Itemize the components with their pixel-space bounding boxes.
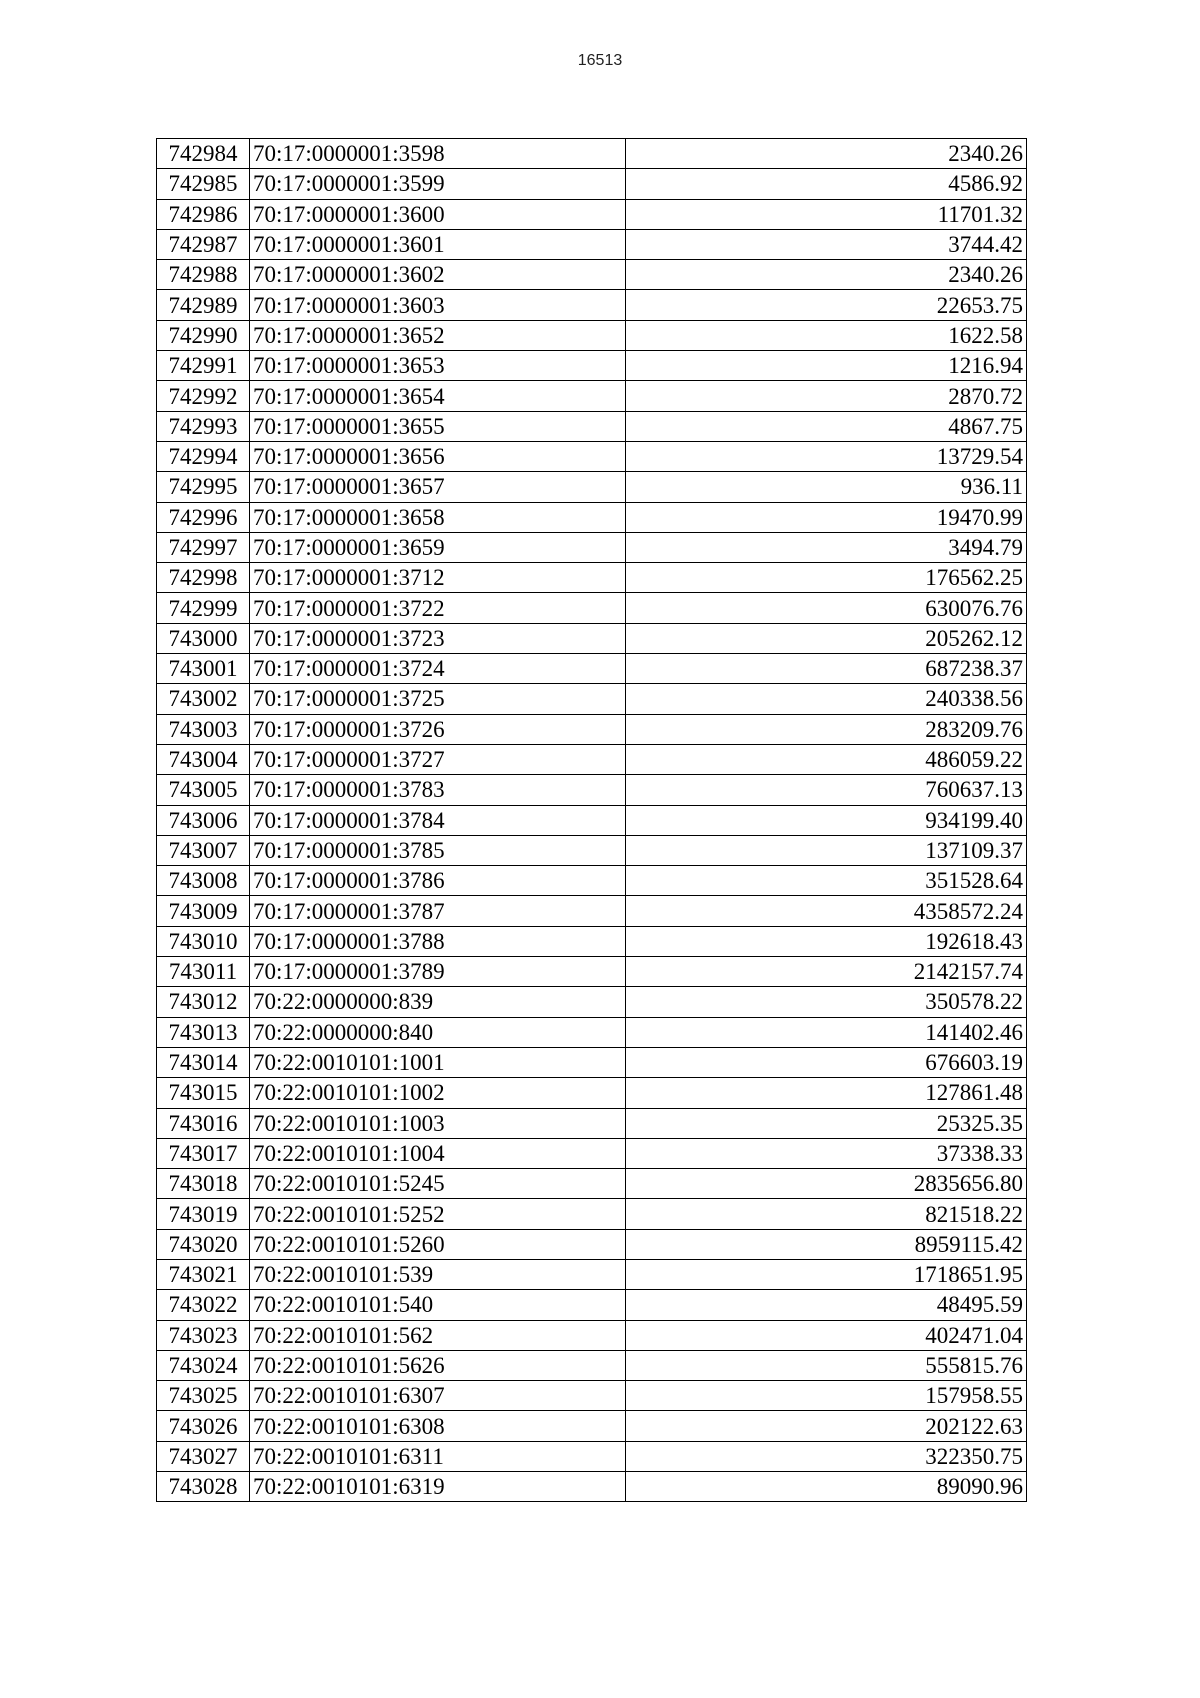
table-row <box>157 320 1027 350</box>
cadastral-number-cell: 70:22:0000000:839 <box>250 987 626 1017</box>
row-number-cell: 743007 <box>157 835 250 865</box>
cadastral-number-cell: 70:17:0000001:3652 <box>250 320 626 350</box>
cadastral-value-cell: 176562.25 <box>626 563 1027 593</box>
cadastral-value-cell: 4867.75 <box>626 411 1027 441</box>
cadastral-value-cell: 202122.63 <box>626 1411 1027 1441</box>
cadastral-value-table <box>156 138 1027 1502</box>
cadastral-number-cell: 70:17:0000001:3724 <box>250 654 626 684</box>
row-number-cell: 742984 <box>157 139 250 169</box>
table-row <box>157 290 1027 320</box>
table-row <box>157 441 1027 471</box>
table-row <box>157 714 1027 744</box>
cadastral-value-cell: 1622.58 <box>626 320 1027 350</box>
cadastral-value-cell: 8959115.42 <box>626 1229 1027 1259</box>
cadastral-value-cell: 934199.40 <box>626 805 1027 835</box>
table-row <box>157 351 1027 381</box>
row-number-cell: 742993 <box>157 411 250 441</box>
row-number-cell: 742998 <box>157 563 250 593</box>
table-row <box>157 472 1027 502</box>
table-row <box>157 532 1027 562</box>
cadastral-value-cell: 2340.26 <box>626 139 1027 169</box>
cadastral-number-cell: 70:17:0000001:3659 <box>250 532 626 562</box>
row-number-cell: 743027 <box>157 1441 250 1471</box>
row-number-cell: 743005 <box>157 775 250 805</box>
cadastral-value-cell: 141402.46 <box>626 1017 1027 1047</box>
cadastral-value-cell: 555815.76 <box>626 1350 1027 1380</box>
cadastral-number-cell: 70:17:0000001:3725 <box>250 684 626 714</box>
table-row <box>157 199 1027 229</box>
table-row <box>157 593 1027 623</box>
cadastral-number-cell: 70:22:0010101:5252 <box>250 1199 626 1229</box>
row-number-cell: 742985 <box>157 169 250 199</box>
row-number-cell: 743019 <box>157 1199 250 1229</box>
cadastral-number-cell: 70:22:0010101:6319 <box>250 1472 626 1502</box>
row-number-cell: 742991 <box>157 351 250 381</box>
cadastral-number-cell: 70:22:0010101:6307 <box>250 1381 626 1411</box>
table-row <box>157 411 1027 441</box>
cadastral-number-cell: 70:17:0000001:3603 <box>250 290 626 320</box>
cadastral-value-cell: 4586.92 <box>626 169 1027 199</box>
cadastral-value-cell: 127861.48 <box>626 1078 1027 1108</box>
table-row <box>157 1169 1027 1199</box>
row-number-cell: 742992 <box>157 381 250 411</box>
cadastral-value-cell: 240338.56 <box>626 684 1027 714</box>
table-row <box>157 1472 1027 1502</box>
table-row <box>157 654 1027 684</box>
table-row <box>157 1078 1027 1108</box>
row-number-cell: 743025 <box>157 1381 250 1411</box>
cadastral-number-cell: 70:17:0000001:3783 <box>250 775 626 805</box>
row-number-cell: 743014 <box>157 1047 250 1077</box>
row-number-cell: 743028 <box>157 1472 250 1502</box>
cadastral-number-cell: 70:17:0000001:3653 <box>250 351 626 381</box>
cadastral-number-cell: 70:22:0010101:540 <box>250 1290 626 1320</box>
table-row <box>157 987 1027 1017</box>
row-number-cell: 743016 <box>157 1108 250 1138</box>
table-row <box>157 1017 1027 1047</box>
table-row <box>157 1138 1027 1168</box>
table-row <box>157 775 1027 805</box>
row-number-cell: 743011 <box>157 957 250 987</box>
row-number-cell: 742995 <box>157 472 250 502</box>
cadastral-number-cell: 70:17:0000001:3602 <box>250 260 626 290</box>
row-number-cell: 742997 <box>157 532 250 562</box>
cadastral-number-cell: 70:17:0000001:3601 <box>250 229 626 259</box>
row-number-cell: 743018 <box>157 1169 250 1199</box>
table-row <box>157 381 1027 411</box>
table-row <box>157 229 1027 259</box>
cadastral-number-cell: 70:22:0010101:6308 <box>250 1411 626 1441</box>
cadastral-value-cell: 137109.37 <box>626 835 1027 865</box>
table-row <box>157 1441 1027 1471</box>
table-row <box>157 623 1027 653</box>
cadastral-number-cell: 70:17:0000001:3723 <box>250 623 626 653</box>
table-row <box>157 1381 1027 1411</box>
table-row <box>157 835 1027 865</box>
cadastral-value-cell: 821518.22 <box>626 1199 1027 1229</box>
cadastral-number-cell: 70:22:0010101:1003 <box>250 1108 626 1138</box>
cadastral-number-cell: 70:22:0000000:840 <box>250 1017 626 1047</box>
table-row <box>157 926 1027 956</box>
cadastral-value-cell: 4358572.24 <box>626 896 1027 926</box>
cadastral-value-cell: 22653.75 <box>626 290 1027 320</box>
row-number-cell: 743015 <box>157 1078 250 1108</box>
cadastral-number-cell: 70:22:0010101:1001 <box>250 1047 626 1077</box>
row-number-cell: 743008 <box>157 866 250 896</box>
table-row <box>157 260 1027 290</box>
cadastral-number-cell: 70:22:0010101:562 <box>250 1320 626 1350</box>
row-number-cell: 743010 <box>157 926 250 956</box>
cadastral-number-cell: 70:17:0000001:3787 <box>250 896 626 926</box>
table-row <box>157 805 1027 835</box>
cadastral-number-cell: 70:17:0000001:3727 <box>250 744 626 774</box>
table-row <box>157 169 1027 199</box>
table-row <box>157 1108 1027 1138</box>
cadastral-value-cell: 2340.26 <box>626 260 1027 290</box>
cadastral-number-cell: 70:22:0010101:5626 <box>250 1350 626 1380</box>
cadastral-value-cell: 13729.54 <box>626 441 1027 471</box>
cadastral-value-cell: 687238.37 <box>626 654 1027 684</box>
table-row <box>157 502 1027 532</box>
cadastral-number-cell: 70:17:0000001:3599 <box>250 169 626 199</box>
cadastral-number-cell: 70:22:0010101:539 <box>250 1259 626 1289</box>
cadastral-value-cell: 1718651.95 <box>626 1259 1027 1289</box>
row-number-cell: 743006 <box>157 805 250 835</box>
page-number: 16513 <box>577 52 623 69</box>
cadastral-value-cell: 205262.12 <box>626 623 1027 653</box>
cadastral-value-cell: 25325.35 <box>626 1108 1027 1138</box>
cadastral-number-cell: 70:22:0010101:6311 <box>250 1441 626 1471</box>
row-number-cell: 743020 <box>157 1229 250 1259</box>
row-number-cell: 742994 <box>157 441 250 471</box>
table-row <box>157 896 1027 926</box>
cadastral-value-cell: 157958.55 <box>626 1381 1027 1411</box>
table-row <box>157 139 1027 169</box>
cadastral-number-cell: 70:22:0010101:1004 <box>250 1138 626 1168</box>
cadastral-number-cell: 70:17:0000001:3786 <box>250 866 626 896</box>
table-row <box>157 957 1027 987</box>
row-number-cell: 742986 <box>157 199 250 229</box>
table-row <box>157 563 1027 593</box>
cadastral-value-cell: 351528.64 <box>626 866 1027 896</box>
row-number-cell: 743013 <box>157 1017 250 1047</box>
cadastral-value-cell: 322350.75 <box>626 1441 1027 1471</box>
cadastral-value-cell: 1216.94 <box>626 351 1027 381</box>
cadastral-number-cell: 70:17:0000001:3658 <box>250 502 626 532</box>
cadastral-value-cell: 192618.43 <box>626 926 1027 956</box>
cadastral-number-cell: 70:17:0000001:3654 <box>250 381 626 411</box>
cadastral-value-cell: 630076.76 <box>626 593 1027 623</box>
cadastral-value-cell: 676603.19 <box>626 1047 1027 1077</box>
table-row <box>157 866 1027 896</box>
cadastral-value-cell: 19470.99 <box>626 502 1027 532</box>
row-number-cell: 743002 <box>157 684 250 714</box>
cadastral-number-cell: 70:17:0000001:3788 <box>250 926 626 956</box>
cadastral-value-cell: 48495.59 <box>626 1290 1027 1320</box>
cadastral-value-cell: 936.11 <box>626 472 1027 502</box>
row-number-cell: 743012 <box>157 987 250 1017</box>
table-row <box>157 744 1027 774</box>
cadastral-number-cell: 70:17:0000001:3598 <box>250 139 626 169</box>
cadastral-number-cell: 70:17:0000001:3712 <box>250 563 626 593</box>
cadastral-value-cell: 11701.32 <box>626 199 1027 229</box>
cadastral-number-cell: 70:17:0000001:3784 <box>250 805 626 835</box>
cadastral-number-cell: 70:17:0000001:3726 <box>250 714 626 744</box>
cadastral-value-cell: 2835656.80 <box>626 1169 1027 1199</box>
row-number-cell: 743009 <box>157 896 250 926</box>
cadastral-number-cell: 70:17:0000001:3600 <box>250 199 626 229</box>
row-number-cell: 743026 <box>157 1411 250 1441</box>
row-number-cell: 742996 <box>157 502 250 532</box>
cadastral-value-cell: 283209.76 <box>626 714 1027 744</box>
row-number-cell: 743004 <box>157 744 250 774</box>
row-number-cell: 743003 <box>157 714 250 744</box>
cadastral-value-cell: 350578.22 <box>626 987 1027 1017</box>
cadastral-value-cell: 2870.72 <box>626 381 1027 411</box>
table-body <box>157 139 1027 1502</box>
row-number-cell: 742999 <box>157 593 250 623</box>
table-row <box>157 1259 1027 1289</box>
table-row <box>157 1047 1027 1077</box>
row-number-cell: 742989 <box>157 290 250 320</box>
row-number-cell: 742987 <box>157 229 250 259</box>
cadastral-value-cell: 89090.96 <box>626 1472 1027 1502</box>
cadastral-value-cell: 760637.13 <box>626 775 1027 805</box>
cadastral-number-cell: 70:22:0010101:5260 <box>250 1229 626 1259</box>
cadastral-number-cell: 70:17:0000001:3722 <box>250 593 626 623</box>
table-row <box>157 1411 1027 1441</box>
cadastral-number-cell: 70:17:0000001:3785 <box>250 835 626 865</box>
table-row <box>157 1290 1027 1320</box>
cadastral-number-cell: 70:17:0000001:3657 <box>250 472 626 502</box>
row-number-cell: 743017 <box>157 1138 250 1168</box>
cadastral-value-cell: 402471.04 <box>626 1320 1027 1350</box>
cadastral-value-cell: 3494.79 <box>626 532 1027 562</box>
row-number-cell: 743001 <box>157 654 250 684</box>
table-row <box>157 1350 1027 1380</box>
table-row <box>157 684 1027 714</box>
row-number-cell: 743023 <box>157 1320 250 1350</box>
cadastral-number-cell: 70:17:0000001:3655 <box>250 411 626 441</box>
cadastral-number-cell: 70:17:0000001:3789 <box>250 957 626 987</box>
row-number-cell: 743000 <box>157 623 250 653</box>
cadastral-value-cell: 486059.22 <box>626 744 1027 774</box>
cadastral-value-cell: 37338.33 <box>626 1138 1027 1168</box>
cadastral-value-cell: 2142157.74 <box>626 957 1027 987</box>
row-number-cell: 742990 <box>157 320 250 350</box>
row-number-cell: 743021 <box>157 1259 250 1289</box>
cadastral-number-cell: 70:17:0000001:3656 <box>250 441 626 471</box>
row-number-cell: 743022 <box>157 1290 250 1320</box>
table-row <box>157 1199 1027 1229</box>
cadastral-number-cell: 70:22:0010101:1002 <box>250 1078 626 1108</box>
row-number-cell: 742988 <box>157 260 250 290</box>
table-row <box>157 1320 1027 1350</box>
row-number-cell: 743024 <box>157 1350 250 1380</box>
cadastral-value-cell: 3744.42 <box>626 229 1027 259</box>
cadastral-number-cell: 70:22:0010101:5245 <box>250 1169 626 1199</box>
table-row <box>157 1229 1027 1259</box>
